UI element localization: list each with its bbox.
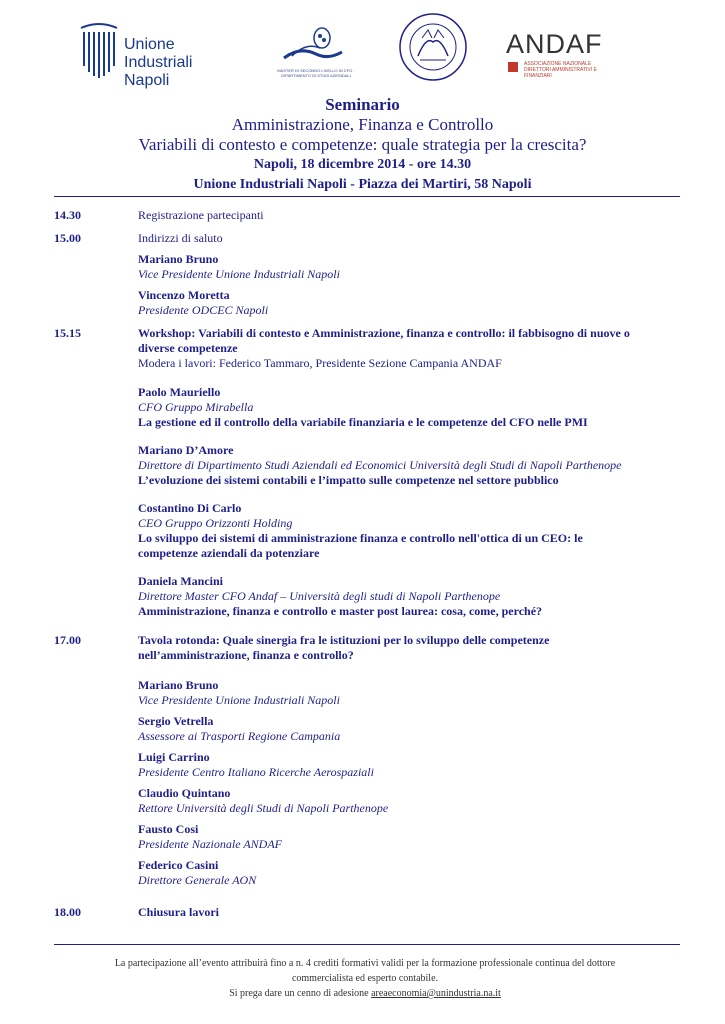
seminar-header [0,95,725,195]
andaf-sub2: DIRETTORI AMMINISTRATIVI E FINANZIARI [524,67,597,79]
speaker-topic: Lo sviluppo dei sistemi di amministrazione finanza e controllo nell'ottica di un CEO: le [138,531,583,545]
unione-industriali-emblem-icon [78,22,120,80]
workshop-title: Workshop: Variabili di contesto e Amministrazione, finanza e controllo: il fabbisogno di nuove o [138,326,630,340]
seminar-date: Napoli, 18 dicembre 2014 - ore 14.30 [253,157,472,172]
andaf-logo [506,30,626,86]
top-divider [54,196,680,197]
speaker-name: Costantino Di Carlo [138,501,242,515]
panelist-role: Rettore Università degli Studi di Napoli Parthenope [138,801,389,815]
speaker-topic: La gestione ed il controllo della variabile finanziaria e le competenze del CFO nelle PMI [138,415,588,429]
andaf-brand: ANDAF [506,29,603,59]
time-label: 15.00 [54,231,81,245]
speaker-name: Mariano D’Amore [138,443,234,457]
roundtable-title: Tavola rotonda: Quale sinergia fra le istituzioni per lo sviluppo delle competenze [138,633,550,647]
moderator: Modera i lavori: Federico Tammaro, Presidente Sezione Campania ANDAF [138,356,502,370]
item-text: Indirizzi di saluto [138,231,223,245]
master-cfo-logo [276,24,356,80]
panelist-role: Direttore Generale AON [138,873,257,887]
panelist-role: Presidente Nazionale ANDAF [138,837,282,851]
vesuvius-emblem-icon [276,24,356,68]
panelist-name: Luigi Carrino [138,750,210,764]
panelist-role: Vice Presidente Unione Industriali Napoli [138,693,340,707]
university-seal-icon [398,12,468,82]
seminar-title: Seminario [325,95,400,114]
roundtable-title-cont: nell’amministrazione, finanza e controllo? [138,648,354,662]
panelist-name: Federico Casini [138,858,219,872]
speaker-role: Vice Presidente Unione Industriali Napoli [138,267,340,281]
panelist-role: Assessore ai Trasporti Regione Campania [138,729,341,743]
panelist-name: Sergio Vetrella [138,714,214,728]
speaker-name: Vincenzo Moretta [138,288,230,302]
panelist-name: Mariano Bruno [138,678,219,692]
andaf-mark-icon [506,60,520,74]
seminar-subtitle: Amministrazione, Finanza e Controllo [231,115,494,134]
speaker-role: Presidente ODCEC Napoli [138,303,269,317]
bottom-divider [54,944,680,945]
unione-logo-line2: Napoli [124,72,170,89]
speaker-name: Paolo Mauriello [138,385,221,399]
rsvp-email-link[interactable]: areaeconomia@unindustria.na.it [371,988,501,999]
seminar-venue: Unione Industriali Napoli - Piazza dei Martiri, 58 Napoli [193,177,532,192]
footer-credits-cont: commercialista ed esperto contabile. [291,973,439,984]
speaker-name: Mariano Bruno [138,252,219,266]
workshop-title-cont: diverse competenze [138,341,238,355]
speaker-role: CFO Gruppo Mirabella [138,400,254,414]
speaker-role: Direttore di Dipartimento Studi Aziendali ed Economici Università degli Studi di Napoli Parthenope [138,458,622,472]
footer-credits: La partecipazione all’evento attribuirà fino a n. 4 crediti formativi validi per la formazione professionale continua del dottore [114,958,616,969]
speaker-role: Direttore Master CFO Andaf – Università degli studi di Napoli Parthenope [138,589,501,603]
speaker-topic: Amministrazione, finanza e controllo e master post laurea: cosa, come, perché? [138,604,543,618]
footer-rsvp: Si prega dare un cenno di adesione [229,988,372,999]
master-cfo-caption: MASTER DI SECONDO LIVELLO IN CFO · DIPARTIMENTO DI STUDI AZIENDALI [277,68,355,78]
speaker-name: Daniela Mancini [138,574,224,588]
logo-bar [0,8,725,88]
unione-logo-line1: Unione Industriali [124,36,193,71]
seminar-theme: Variabili di contesto e competenze: quale strategia per la crescita? [138,135,587,154]
andaf-sub1: ASSOCIAZIONE NAZIONALE [524,61,592,67]
parthenope-seal-logo [398,12,468,82]
footer-note [60,956,670,1001]
speaker-topic: L’evoluzione dei sistemi contabili e l’impatto sulle competenze nel settore pubblico [138,473,559,487]
time-label: 14.30 [54,208,81,222]
item-text: Registrazione partecipanti [138,208,264,222]
unione-industriali-logo [78,22,238,89]
panelist-name: Fausto Cosi [138,822,199,836]
speaker-role: CEO Gruppo Orizzonti Holding [138,516,293,530]
time-label: 18.00 [54,905,81,919]
time-label: 17.00 [54,633,81,647]
time-label: 15.15 [54,326,81,340]
speaker-topic-cont: competenze aziendali da potenziare [138,546,320,560]
item-text: Chiusura lavori [138,905,220,919]
panelist-name: Claudio Quintano [138,786,231,800]
panelist-role: Presidente Centro Italiano Ricerche Aerospaziali [138,765,374,779]
